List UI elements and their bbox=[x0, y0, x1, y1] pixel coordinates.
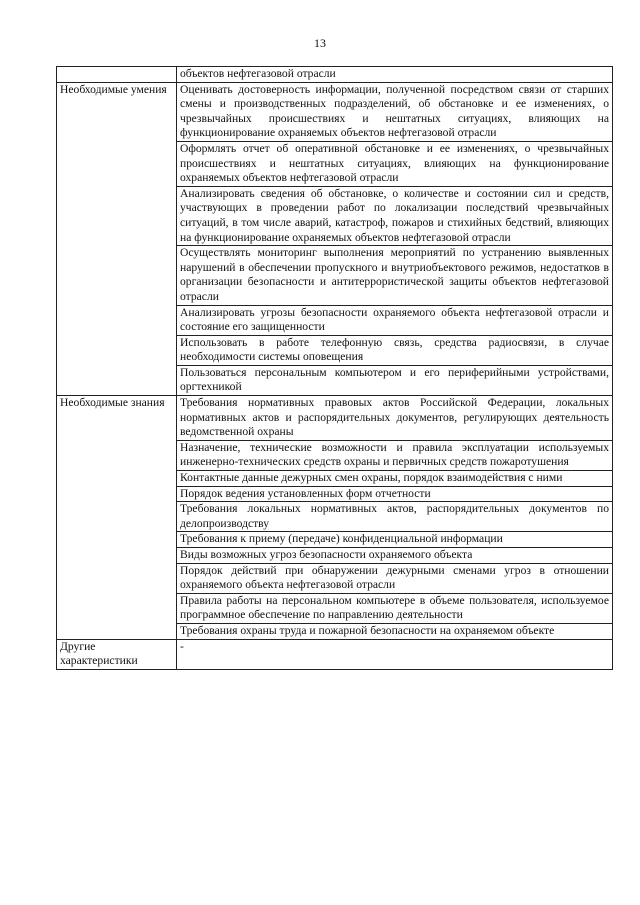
table-row bbox=[57, 639, 613, 669]
table-row bbox=[57, 396, 613, 441]
knowledge-item-cell: Порядок ведения установленных форм отчетности bbox=[177, 486, 613, 502]
knowledge-item-cell: Требования к приему (передаче) конфиденциальной информации bbox=[177, 532, 613, 548]
knowledge-item-cell: Требования локальных нормативных актов, распорядительных документов по делопроизводству bbox=[177, 502, 613, 532]
other-text-cell: - bbox=[177, 639, 613, 669]
table-row bbox=[57, 82, 613, 141]
table-row bbox=[57, 67, 613, 83]
skills-item-cell: Осуществлять мониторинг выполнения мероприятий по устранению выявленных нарушений в обеспечении пропускного и внутриобъектового режимов, недостатков в организации безопасности и антитеррористической защиты объектов нефтегазовой отрасли bbox=[177, 246, 613, 305]
other-category-cell: Другие характеристики bbox=[57, 639, 177, 669]
knowledge-item-cell: Назначение, технические возможности и правила эксплуатации используемых инженерно-технических средств охраны и первичных средств пожаротушения bbox=[177, 440, 613, 470]
skills-item-cell: Использовать в работе телефонную связь, средства радиосвязи, в случае необходимости системы оповещения bbox=[177, 335, 613, 365]
skills-item-cell: Оценивать достоверность информации, полученной посредством связи от старших смены и производственных подразделений, об обстановке и ее изменениях, о чрезвычайных происшествиях и нештатных ситуациях, влияющих на функционирование охраняемых объектов нефтегазовой отрасли bbox=[177, 82, 613, 141]
knowledge-category-cell: Необходимые знания bbox=[57, 396, 177, 640]
skills-item-cell: Оформлять отчет об оперативной обстановке и ее изменениях, о чрезвычайных происшествиях и нештатных ситуациях, влияющих на функционирование охраняемых объектов нефтегазовой отрасли bbox=[177, 141, 613, 186]
skills-item-cell: Анализировать угрозы безопасности охраняемого объекта нефтегазовой отрасли и состояние его защищенности bbox=[177, 305, 613, 335]
skills-item-cell: Анализировать сведения об обстановке, о количестве и состоянии сил и средств, участвующих в проведении работ по локализации последствий чрезвычайных ситуаций, в том числе аварий, катастроф, пожаров и стихийных бедствий, влияющих на функционирование охраняемых объектов нефтегазовой отрасли bbox=[177, 186, 613, 245]
knowledge-item-cell: Контактные данные дежурных смен охраны, порядок взаимодействия с ними bbox=[177, 471, 613, 487]
skills-item-cell: Пользоваться персональным компьютером и его периферийными устройствами, оргтехникой bbox=[177, 365, 613, 395]
knowledge-item-cell: Требования охраны труда и пожарной безопасности на охраняемом объекте bbox=[177, 623, 613, 639]
knowledge-item-cell: Правила работы на персональном компьютере в объеме пользователя, используемое программное обеспечение по направлению деятельности bbox=[177, 593, 613, 623]
knowledge-item-cell: Виды возможных угроз безопасности охраняемого объекта bbox=[177, 548, 613, 564]
table-body bbox=[57, 67, 613, 670]
requirement-cell: объектов нефтегазовой отрасли bbox=[177, 67, 613, 83]
knowledge-item-cell: Требования нормативных правовых актов Российской Федерации, локальных нормативных актов и распорядительных документов, регулирующих деятельность ведомственной охраны bbox=[177, 396, 613, 441]
characteristics-table bbox=[56, 66, 613, 670]
skills-category-cell: Необходимые умения bbox=[57, 82, 177, 395]
category-cell bbox=[57, 67, 177, 83]
knowledge-item-cell: Порядок действий при обнаружении дежурными сменами угроз в отношении охраняемого объекта нефтегазовой отрасли bbox=[177, 563, 613, 593]
page-number: 13 bbox=[314, 36, 326, 50]
